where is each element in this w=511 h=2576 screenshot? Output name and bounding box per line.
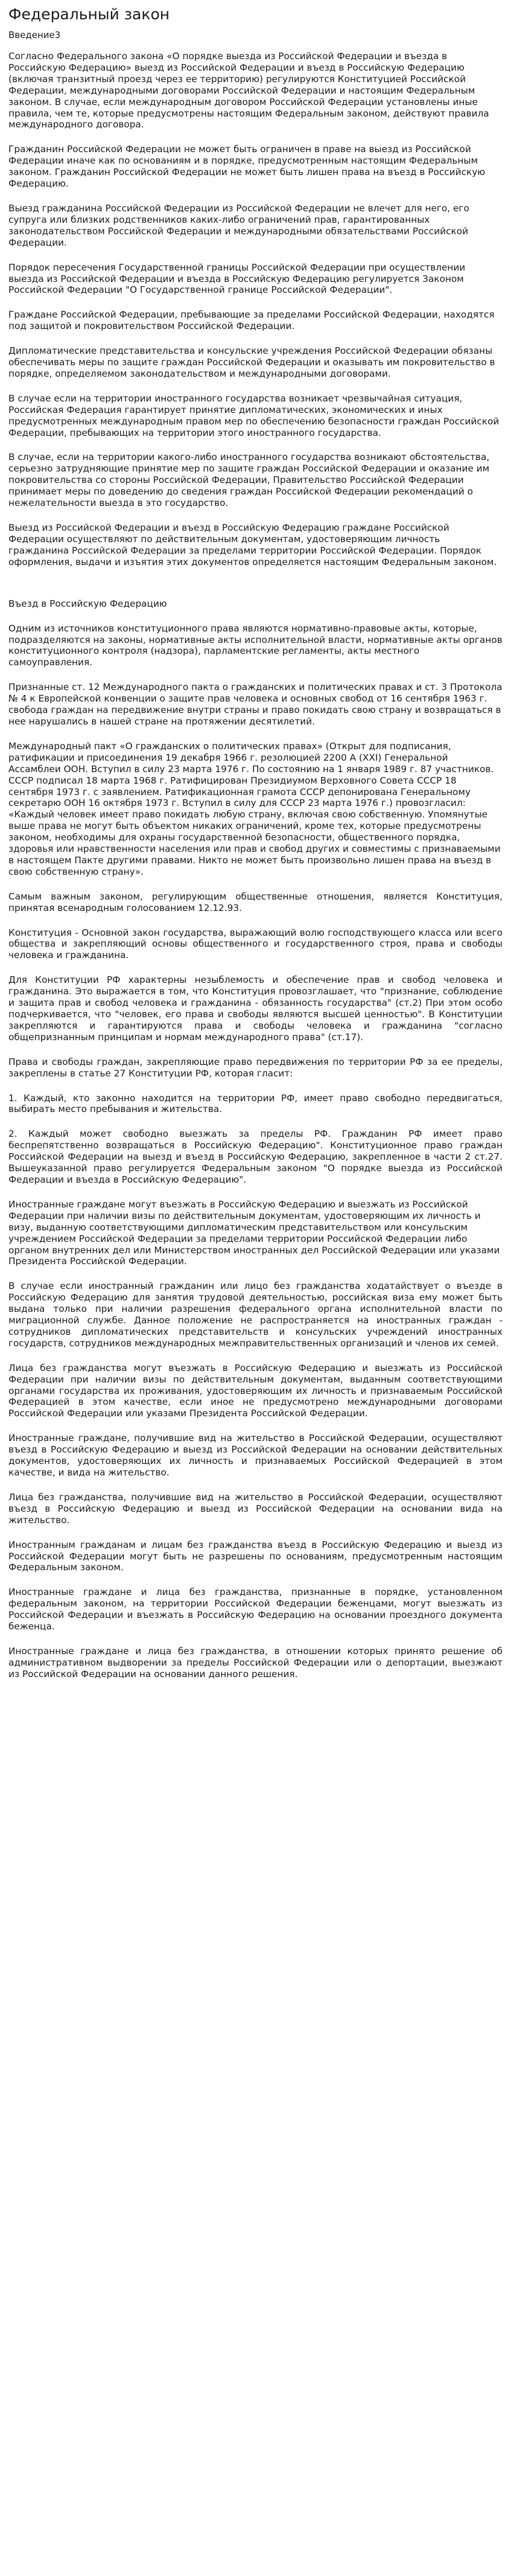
section-heading: Въезд в Российскую Федерацию (8, 598, 167, 609)
paragraph-6: Дипломатические представительства и консульские учреждения Российской Федерации обязаны обеспечивать меры по защите граждан Российской Федерации и оказывать им покровительство в порядке, определяемом законодательством и международными договорами. (8, 345, 495, 379)
paragraph-26: Иностранные граждане и лица без гражданства, в отношении которых принято решение об административном выдворении за пределы Российской Федерации или о депортации, выезжают из Российской Федерации на основании данного решения. (8, 1645, 503, 1680)
section-spacer (8, 581, 503, 598)
paragraph-13: Самым важным законом, регулирующим общественные отношения, является Конституция, принятая всенародным голосованием 12.12.93. (8, 890, 503, 913)
intro-label: Введение3 (8, 30, 61, 40)
paragraph-14: Конституция - Основной закон государства, выражающий волю господствующего класса или всего общества и закрепляющий основы общественного и государственного строя, права и свободы человека и гражданина. (8, 927, 503, 961)
paragraph-15: Для Конституции РФ характерны незыблемость и обеспечение прав и свобод человека и гражданина. Это выражается в том, что Конституция провозглашает, что "признание, соблюдение и защита прав и свобод человека и гражданина - обязанность государства" (ст.2) При этом особо подчеркивается, что "человек, его права и свободы являются высшей ценностью". В Конституции закрепляются и гарантируются права и свободы человека и гражданина "согласно общепризнанным принципам и нормам международного права" (ст.17). (8, 974, 503, 1043)
document-title: Федеральный закон (8, 5, 170, 23)
paragraph-8: В случае, если на территории какого-либо иностранного государства возникают обстоятельства, серьезно затрудняющие принятие мер по защите граждан Российской Федерации и оказание им покровительства со стороны Российской Федерации, Правительство Российской Федерации принимает меры по доведению до сведения граждан Российской Федерации рекомендаций о нежелательности выезда в это государство. (8, 452, 490, 509)
paragraph-3: Выезд гражданина Российской Федерации из Российской Федерации не влечет для него, его супруга или близких родственников каких-либо ограничений прав, гарантированных законодательством Российской Федерации и международными обязательствами Российской Федерации. (8, 202, 469, 248)
paragraph-20: В случае если иностранный гражданин или лицо без гражданства ходатайствует о въезде в Российскую Федерацию для занятия трудовой деятельностью, российская виза ему может быть выдана только при наличии разрешения федерального органа исполнительной власти по миграционной службе. Данное положение не распространяется на иностранных граждан - сотрудников дипломатических представительств и консульских учреждений иностранных государств, сотрудников международных межправительственных организаций и членов их семей. (8, 1280, 503, 1349)
paragraph-12: Международный пакт «О гражданских о политических правах» (Открыт для подписания, ратификации и присоединения 19 декабря 1966 г. резолюцией 2200 А (XXI) Генеральной Ассамблеи ООН. Вступил в силу 23 марта 1976 г. По состоянию на 1 января 1989 г. 87 участников. СССР подписал 18 марта 1968 г. Ратифицирован Президиумом Верховного Совета СССР 18 сентября 1973 г. с заявлением. Ратификационная грамота СССР депонирована Генеральному секретарю ООН 16 октября 1973 г. Вступил в силу для СССР 23 марта 1976 г.) провозгласил: «Каждый человек имеет право покидать любую страну, включая свою собственную. Упомянутые выше права не могут быть объектом никаких ограничений, кроме тех, которые предусмотрены законом, необходимы для охраны государственной безопасности, общественного порядка, здоровья или нравственности населения или прав и свобод других и совместимы с признаваемыми в настоящем Пакте другими правами. Никто не может быть произвольно лишен права на въезд в свою собственную страну». (8, 740, 501, 877)
paragraph-10: Одним из источников конституционного права являются нормативно-правовые акты, которые, подразделяются на законы, нормативные акты исполнительной власти, нормативные акты органов конституционного контроля (надзора), парламентские регламенты, акты местного самоуправления. (8, 622, 503, 668)
paragraph-18: 2. Каждый может свободно выезжать за пределы РФ. Гражданин РФ имеет право беспрепятственно возвращаться в Российскую Федерацию". Конституционное право граждан Российской Федерации на выезд и въезд в Российскую Федерацию, закрепленное в части 2 ст.27. Вышеуказанной право регулируется Федеральным законом "О порядке выезда из Российской Федерации и въезда в Российскую Федерацию". (8, 1128, 503, 1185)
paragraph-17: 1. Каждый, кто законно находится на территории РФ, имеет право свободно передвигаться, выбирать место пребывания и жительства. (8, 1092, 503, 1115)
paragraph-9: Выезд из Российской Федерации и въезд в Российскую Федерацию граждане Российской Федерации осуществляют по действительным документам, удостоверяющим личность гражданина Российской Федерации за пределами территории Российской Федерации. Порядок оформления, выдачи и изъятия этих документов определяется настоящим Федеральным законом. (8, 522, 497, 567)
paragraph-2: Гражданин Российской Федерации не может быть ограничен в праве на выезд из Российской Федерации иначе как по основаниям и в порядке, предусмотренным настоящим Федеральным законом. Гражданин Российской Федерации не может быть лишен права на въезд в Российскую Федерацию. (8, 144, 486, 190)
paragraph-1: Согласно Федерального закона «О порядке выезда из Российской Федерации и въезда в Российскую Федерацию» выезд из Российской Федерации и въезд в Российскую Федерацию (включая транзитный проезд через ее территорию) регулируются Конституцией Российской Федерации, международными договорами Российской Федерации и настоящим Федеральным законом. В случае, если международным договором Российской Федерации установлены иные правила, чем те, которые предусмотрены настоящим Федеральным законом, действуют правила международного договора. (8, 51, 489, 130)
paragraph-16: Права и свободы граждан, закрепляющие право передвижения по территории РФ за ее пределы, закреплены в статье 27 Конституции РФ, которая гласит: (8, 1056, 503, 1079)
paragraph-23: Лица без гражданства, получившие вид на жительство в Российской Федерации, осуществляют въезд в Российскую Федерацию и выезд из Российской Федерации на основании вида на жительство. (8, 1491, 503, 1526)
paragraph-11: Признанные ст. 12 Международного пакта о гражданских и политических правах и ст. 3 Протокола № 4 к Европейской конвенции о защите прав человека и основных свобод от 16 сентября 1963 г. свобода граждан на передвижение внутри страны и право покидать свою страну и возвращаться в нее нарушались в нашей стране на протяжении десятилетий. (8, 682, 503, 727)
paragraph-19: Иностранные граждане могут въезжать в Российскую Федерацию и выезжать из Российской Федерации при наличии визы по действительным документам, удостоверяющим их личность и визу, выданную соответствующими дипломатическим представительством или консульским учреждением Российской Федерации за пределами территории Российской Федерации либо органом внутренних дел или Министерством иностранных дел Российской Федерации или указами Президента Российской Федерации. (8, 1198, 500, 1267)
paragraph-25: Иностранные граждане и лица без гражданства, признанные в порядке, установленном федеральным законом, на территории Российской Федерации беженцами, могут выезжать из Российской Федерации и въезжать в Российскую Федерацию на основании проездного документа беженца. (8, 1587, 503, 1632)
paragraph-7: В случае если на территории иностранного государства возникает чрезвычайная ситуация, Российская Федерация гарантирует принятие дипломатических, экономических и иных предусмотренных международным правом мер по обеспечению безопасности граждан Российской Федерации, пребывающих на территории этого иностранного государства. (8, 392, 500, 438)
paragraph-5: Граждане Российской Федерации, пребывающие за пределами Российской Федерации, находятся под защитой и покровительством Российской Федерации. (8, 309, 495, 332)
paragraph-21: Лица без гражданства могут въезжать в Российскую Федерацию и выезжать из Российской Федерации при наличии визы по действительным документам, выданным соответствующими органами государства их проживания, удостоверяющим их личность и признаваемым Российской Федерацией в этом качестве, если иное не предусмотрено международными договорами Российской Федерации или указами Президента Российской Федерации. (8, 1362, 503, 1419)
paragraph-4: Порядок пересечения Государственной границы Российской Федерации при осуществлении выезда из Российской Федерации и въезда в Российскую Федерацию регулируется Законом Российской Федерации "О Государственной границе Российской Федерации". (8, 261, 466, 296)
paragraph-24: Иностранным гражданам и лицам без гражданства въезд в Российскую Федерацию и выезд из Российской Федерации могут быть не разрешены по основаниям, предусмотренным настоящим Федеральным законом. (8, 1539, 503, 1573)
paragraph-22: Иностранные граждане, получившие вид на жительство в Российской Федерации, осуществляют въезд в Российскую Федерацию и выезд из Российской Федерации на основании действительных документов, удостоверяющих их личность и признаваемых Российской Федерацией в этом качестве, и вида на жительство. (8, 1433, 503, 1478)
